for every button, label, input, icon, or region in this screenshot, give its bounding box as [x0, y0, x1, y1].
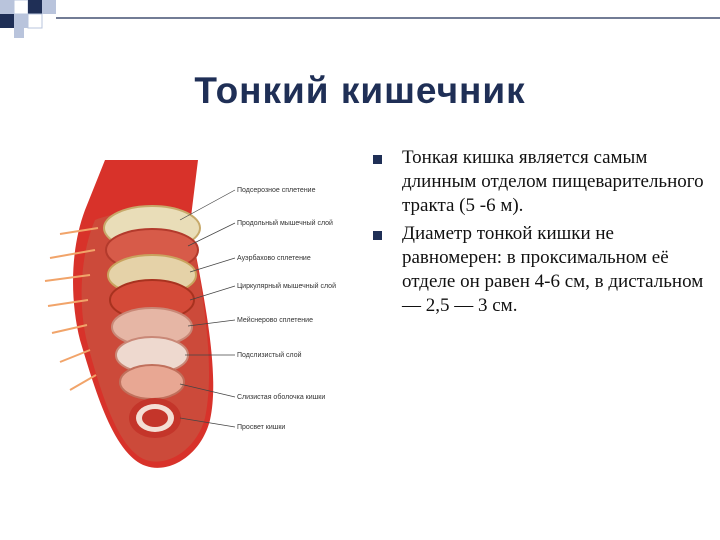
label-lumen: Просвет кишки — [237, 424, 286, 431]
label-circular-muscle: Циркулярный мышечный слой — [237, 283, 336, 290]
label-mucosa: Слизистая оболочка кишки — [237, 394, 326, 401]
bullet-item — [370, 146, 710, 218]
slide-title: Тонкий кишечник — [194, 70, 526, 111]
bullet-list — [370, 146, 710, 322]
label-submucosa: Подслизистый слой — [237, 352, 302, 359]
square-bullet-icon — [373, 231, 382, 240]
label-longitudinal-muscle: Продольный мышечный слой — [237, 220, 333, 227]
intestine-wall-diagram — [40, 150, 370, 500]
decorative-corner-squares — [0, 0, 720, 40]
label-auerbach-plexus: Ауэрбахово сплетение — [237, 255, 311, 262]
square-bullet-icon — [373, 155, 382, 164]
label-meissner-plexus: Мейснерово сплетение — [237, 317, 313, 324]
bullet-item — [370, 222, 710, 318]
bullet-text: Диаметр тонкой кишки не равномерен: в проксимальном её отделе он равен 4-6 см, в дистальном — 2,5 — 3 см. — [402, 223, 704, 316]
label-subserosal-plexus: Подсерозное сплетение — [237, 187, 316, 194]
bullet-text: Тонкая кишка является самым длинным отделом пищеварительного тракта (5 -6 м). — [402, 147, 704, 216]
